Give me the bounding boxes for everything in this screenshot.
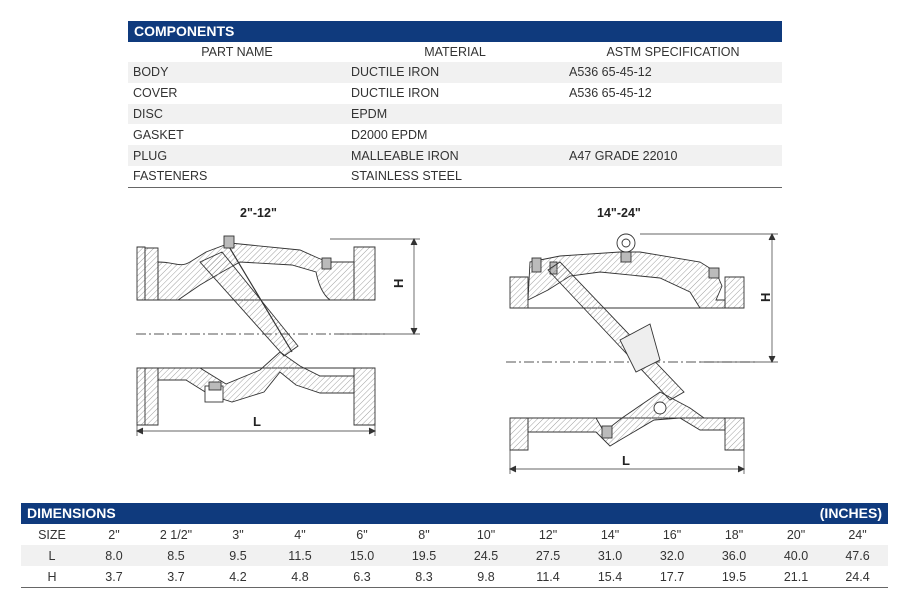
large-valve-drawing [506, 234, 778, 474]
dimensions-title: DIMENSIONS [27, 505, 116, 521]
length-cell: 24.5 [455, 545, 517, 566]
part-name: GASKET [133, 127, 184, 142]
height-cell: 21.1 [765, 566, 827, 588]
header-astm: ASTM SPECIFICATION [606, 45, 740, 59]
size-cell: 8" [418, 527, 430, 542]
size-cell: 18" [724, 527, 744, 542]
part-name: DISC [128, 104, 346, 125]
height-cell: 19.5 [703, 566, 765, 588]
size-cell: 12" [538, 527, 558, 542]
height-cell: 3.7 [145, 566, 207, 588]
height-cell: 11.4 [517, 566, 579, 588]
height-cell: 24.4 [827, 566, 888, 588]
material: DUCTILE IRON [351, 86, 440, 101]
small-length-label: L [253, 414, 261, 429]
material: D2000 EPDM [351, 127, 428, 142]
size-cell: 20" [786, 527, 806, 542]
length-cell: 31.0 [579, 545, 641, 566]
astm-spec: A47 GRADE 22010 [564, 145, 782, 166]
height-cell: 6.3 [331, 566, 393, 588]
height-label: H [21, 566, 83, 588]
large-length-label: L [622, 453, 630, 468]
size-cell: 4" [294, 527, 306, 542]
size-row [21, 524, 888, 545]
material: EPDM [346, 104, 564, 125]
length-cell: 9.5 [207, 545, 269, 566]
part-name: PLUG [128, 145, 346, 166]
material: DUCTILE IRON [346, 62, 564, 83]
small-valve-drawing [136, 236, 420, 436]
astm-spec: A536 65-45-12 [564, 62, 782, 83]
large-height-label: H [758, 292, 773, 302]
length-cell: 36.0 [703, 545, 765, 566]
size-cell: 3" [232, 527, 244, 542]
dimensions-table [21, 503, 888, 588]
size-label: SIZE [38, 527, 66, 542]
height-cell: 15.4 [579, 566, 641, 588]
length-cell: 47.6 [827, 545, 888, 566]
length-cell: 8.0 [83, 545, 145, 566]
length-cell: 8.5 [145, 545, 207, 566]
size-cell: 24" [848, 527, 867, 542]
header-part-name: PART NAME [201, 45, 273, 59]
part-name: COVER [133, 86, 178, 101]
dimensions-header-bar [21, 503, 888, 524]
height-cell: 17.7 [641, 566, 703, 588]
small-height-label: H [391, 278, 406, 288]
large-valve-title: 14"-24" [597, 206, 641, 220]
size-cell: 14" [600, 527, 620, 542]
material: STAINLESS STEEL [346, 166, 564, 187]
size-cell: 2" [108, 527, 120, 542]
dimensions-grid [21, 524, 888, 588]
header-material: MATERIAL [424, 45, 486, 59]
height-cell: 8.3 [393, 566, 455, 588]
dimensions-units: (INCHES) [819, 505, 882, 521]
length-cell: 40.0 [765, 545, 827, 566]
height-cell: 4.8 [269, 566, 331, 588]
part-name: BODY [128, 62, 346, 83]
height-cell: 4.2 [207, 566, 269, 588]
components-title: COMPONENTS [128, 21, 782, 42]
length-row [21, 545, 888, 566]
length-cell: 15.0 [331, 545, 393, 566]
size-cell: 6" [356, 527, 368, 542]
length-cell: 27.5 [517, 545, 579, 566]
part-name: FASTENERS [128, 166, 346, 187]
height-cell: 3.7 [83, 566, 145, 588]
material: MALLEABLE IRON [346, 145, 564, 166]
small-valve-title: 2"-12" [240, 206, 277, 220]
length-label: L [21, 545, 83, 566]
size-cell: 2 1/2" [159, 527, 193, 542]
length-cell: 11.5 [269, 545, 331, 566]
size-cell: 10" [476, 527, 496, 542]
length-cell: 19.5 [393, 545, 455, 566]
height-row [21, 566, 888, 588]
astm-spec: A536 65-45-12 [569, 86, 652, 101]
size-cell: 16" [662, 527, 682, 542]
height-cell: 9.8 [455, 566, 517, 588]
length-cell: 32.0 [641, 545, 703, 566]
